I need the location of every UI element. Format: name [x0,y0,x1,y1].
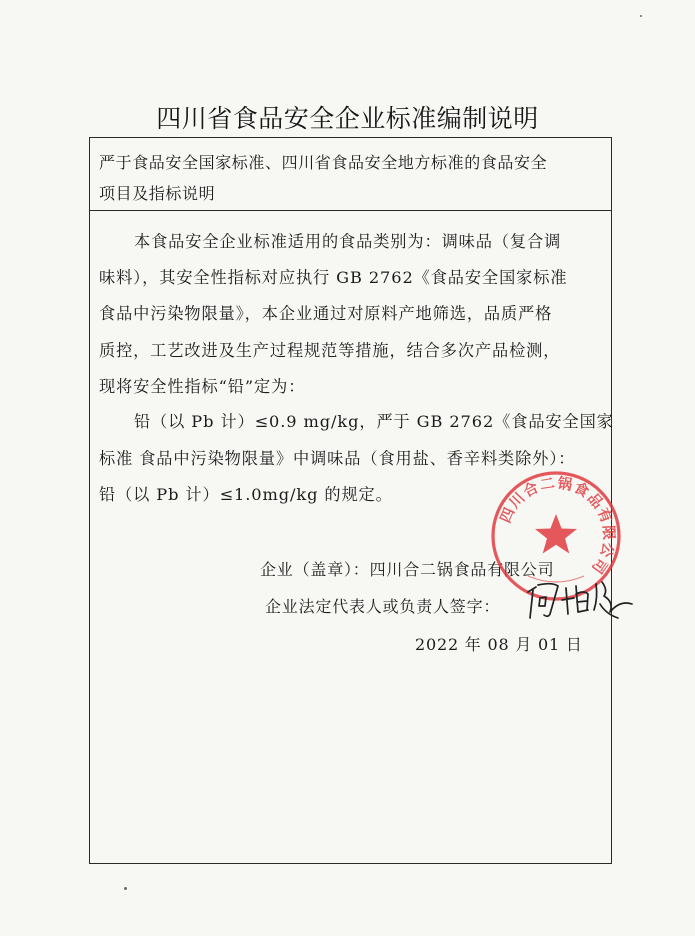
header-line-1: 严于食品安全国家标准、四川省食品安全地方标准的食品安全 [99,153,548,172]
body-line-8: 铅（以 Pb 计）≤1.0mg/kg 的规定。 [99,485,393,504]
header-line-2: 项目及指标说明 [99,184,216,203]
body-line-4: 质控，工艺改进及生产过程规范等措施，结合多次产品检测， [99,341,561,360]
paper-speck [640,15,642,17]
body-line-7: 标准 食品中污染物限量》中调味品（食用盐、香辛料类除外）： [99,449,576,468]
body-line-1: 本食品安全企业标准适用的食品类别为：调味品（复合调 [134,232,562,251]
svg-text:四川合二锅食品有限公司: 四川合二锅食品有限公司 [497,475,617,578]
signer-label: 企业法定代表人或负责人签字： [265,597,501,616]
body-line-2: 味料），其安全性指标对应执行 GB 2762《食品安全国家标准 [99,268,568,287]
document-title: 四川省食品安全企业标准编制说明 [156,104,539,133]
company-stamp-line: 企业（盖章）：四川合二锅食品有限公司 [260,560,555,579]
body-line-5: 现将安全性指标“铅”定为： [99,377,306,396]
body-line-6: 铅（以 Pb 计）≤0.9 mg/kg，严于 GB 2762《食品安全国家 [134,412,614,431]
body-line-3: 食品中污染物限量》，本企业通过对原料产地筛选，品质严格 [99,304,553,323]
handwritten-signature-icon [524,574,636,622]
paper-speck [124,887,127,890]
header-row [90,138,611,211]
document-date: 2022 年 08 月 01 日 [415,635,583,654]
